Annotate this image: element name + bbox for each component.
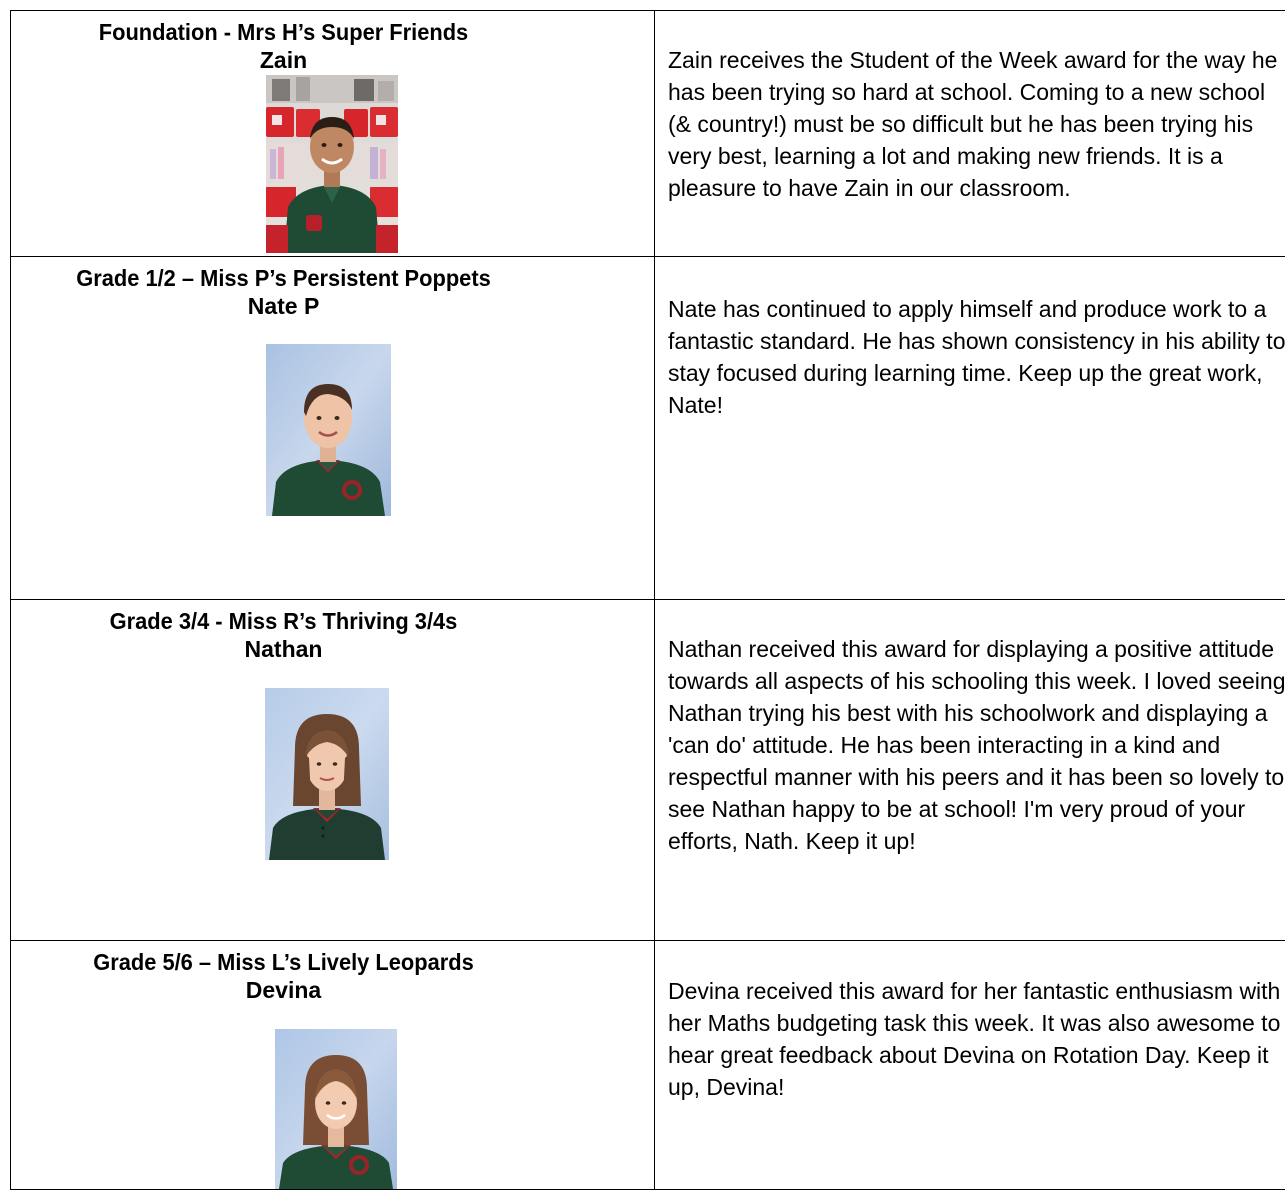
student-photo — [265, 688, 389, 860]
student-photo — [266, 75, 398, 253]
student-photo — [266, 344, 391, 516]
award-description-cell — [655, 11, 1285, 257]
award-description-cell — [655, 257, 1285, 600]
student-photo-devina-image — [275, 1029, 397, 1189]
award-description-cell — [655, 941, 1285, 1190]
student-name: Devina — [0, 976, 654, 1004]
award-row — [11, 11, 1285, 257]
student-info-cell — [11, 600, 655, 941]
student-photo-nathan-image — [265, 688, 389, 860]
award-row — [11, 600, 1285, 941]
student-name: Nathan — [0, 635, 654, 663]
student-info-cell — [11, 257, 655, 600]
student-name: Zain — [0, 46, 654, 74]
award-row — [11, 941, 1285, 1190]
student-info-cell — [11, 11, 655, 257]
student-photo-nate-image — [266, 344, 391, 516]
award-description: Devina received this award for her fantastic enthusiasm with her Maths budgeting task this week. It was also awesome to hear great feedback about Devina on Rotation Day. Keep it up, Devina! — [655, 941, 1285, 1103]
class-title: Grade 3/4 - Miss R’s Thriving 3/4s — [0, 607, 635, 635]
student-photo — [275, 1029, 397, 1189]
class-title: Grade 5/6 – Miss L’s Lively Leopards — [0, 948, 635, 976]
award-description-cell — [655, 600, 1285, 941]
student-info-cell — [11, 941, 655, 1190]
student-photo-zain-image — [266, 75, 398, 253]
award-row — [11, 257, 1285, 600]
student-name: Nate P — [0, 292, 654, 320]
award-description: Zain receives the Student of the Week award for the way he has been trying so hard at school. Coming to a new school (& country!) must be so difficult but he has been trying his very best, learning a lot and making new friends. It is a pleasure to have Zain in our classroom. — [655, 11, 1285, 204]
award-description: Nate has continued to apply himself and produce work to a fantastic standard. He has shown consistency in his ability to stay focused during learning time. Keep up the great work, Nate! — [655, 257, 1285, 421]
award-description: Nathan received this award for displaying a positive attitude towards all aspects of his schooling this week. I loved seeing Nathan trying his best with his schoolwork and displaying a 'can do' attitude. He has been interacting in a kind and respectful manner with his peers and it has been so lovely to see Nathan happy to be at school! I'm very proud of your efforts, Nath. Keep it up! — [655, 600, 1285, 857]
class-title: Grade 1/2 – Miss P’s Persistent Poppets — [0, 264, 635, 292]
class-title: Foundation - Mrs H’s Super Friends — [0, 18, 635, 46]
awards-table — [10, 10, 1285, 1190]
